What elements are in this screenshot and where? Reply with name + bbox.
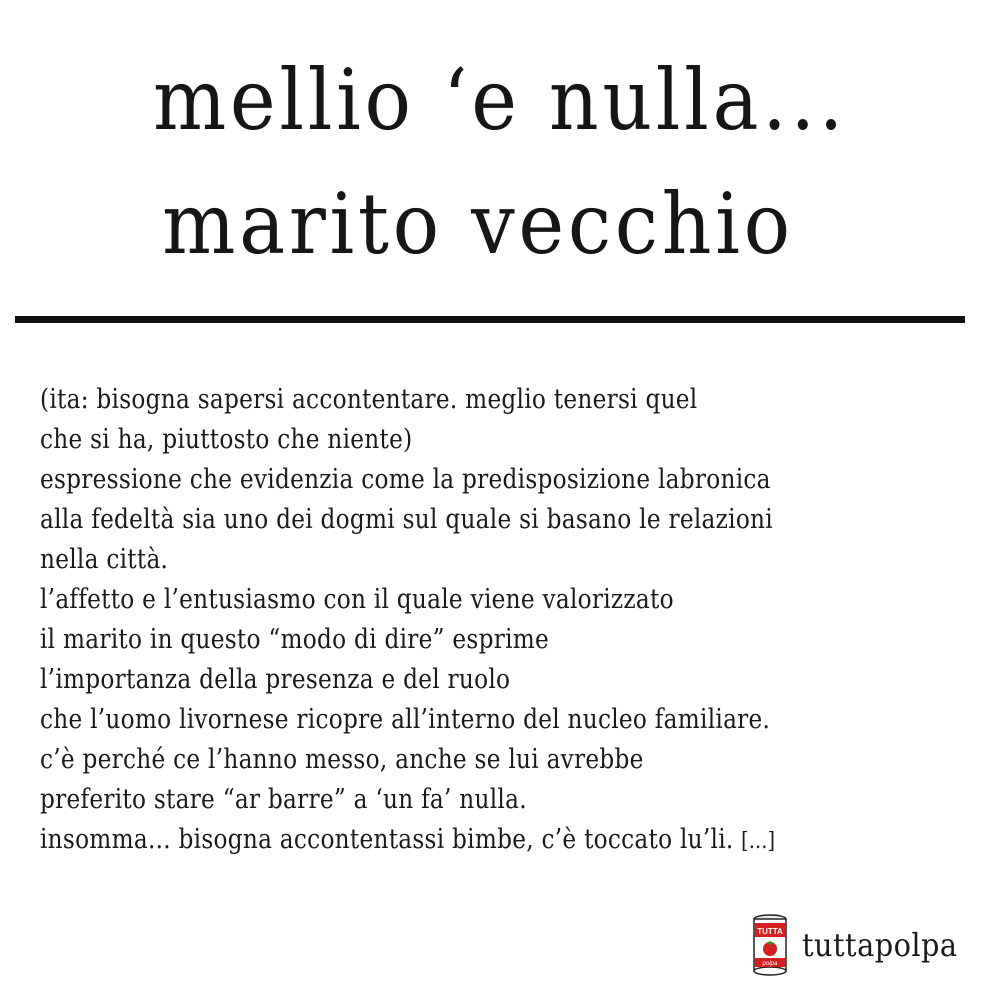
- body-line: l’affetto e l’entusiasmo con il quale viene valorizzato: [40, 584, 674, 615]
- body-line: preferito stare “ar barre” a ‘un fa’ nulla.: [40, 784, 527, 815]
- body-line: nella città.: [40, 544, 169, 575]
- body-line: che si ha, piuttosto che niente): [40, 424, 413, 455]
- brand-name: tuttapolpa: [802, 926, 958, 964]
- svg-text:TUTTA: TUTTA: [757, 927, 783, 936]
- body-line: (ita: bisogna sapersi accontentare. meglio tenersi quel: [40, 384, 698, 415]
- title-line-2: marito vecchio: [162, 175, 794, 273]
- ellipsis-mark: [...]: [741, 829, 776, 854]
- body-line: espressione che evidenzia come la predisposizione labronica: [40, 464, 771, 495]
- svg-text:polpa: polpa: [762, 961, 778, 967]
- body-line: alla fedeltà sia uno dei dogmi sul quale si basano le relazioni: [40, 504, 773, 535]
- body-line-text: insomma... bisogna accontentassi bimbe, c’è toccato lu’li.: [40, 824, 734, 855]
- body-line: il marito in questo “modo di dire” esprime: [40, 624, 550, 655]
- divider: [15, 316, 965, 323]
- title-line-1: mellio ‘e nulla...: [152, 51, 848, 149]
- tomato-can-icon: [752, 913, 788, 977]
- body-line: l’importanza della presenza e del ruolo: [40, 664, 511, 695]
- body-line: c’è perché ce l’hanno messo, anche se lui avrebbe: [40, 744, 644, 775]
- brand-signature: [752, 910, 975, 980]
- body-text: [40, 380, 848, 862]
- body-line-last: [40, 820, 848, 862]
- body-line: che l’uomo livornese ricopre all’interno del nucleo familiare.: [40, 704, 771, 735]
